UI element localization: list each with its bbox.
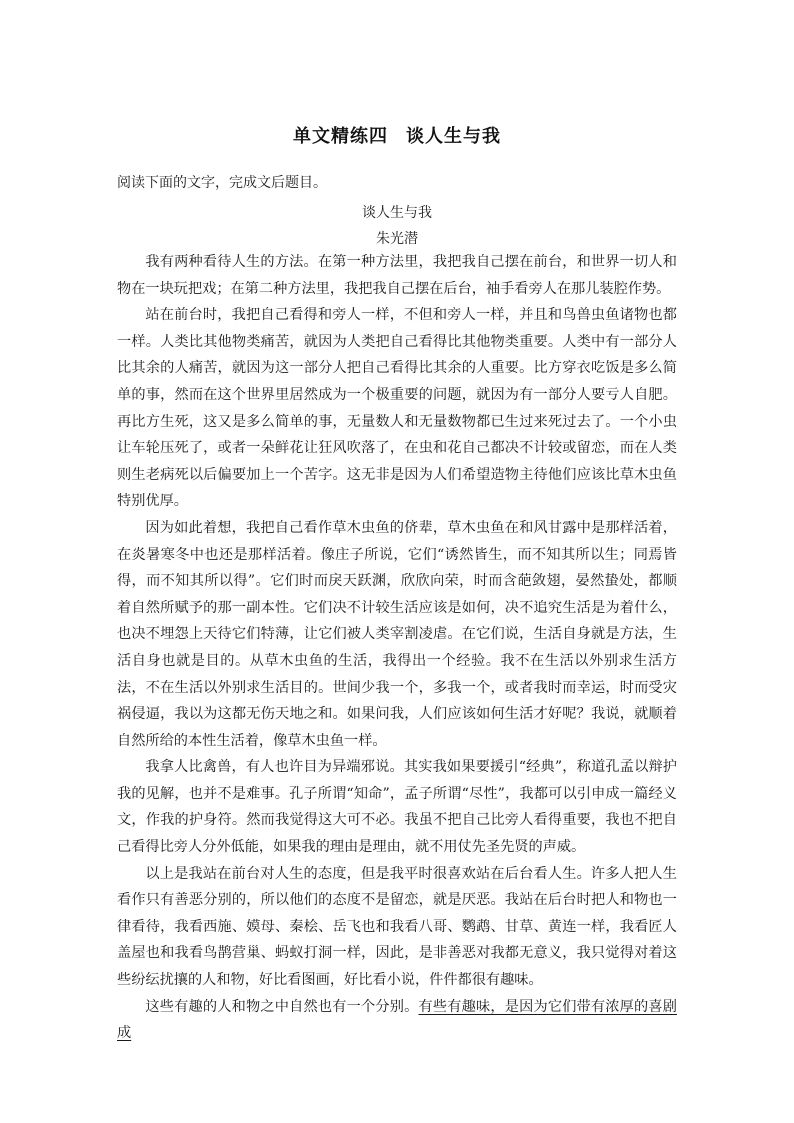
paragraph-3: 因为如此着想，我把自己看作草木虫鱼的侪辈，草木虫鱼在和风甘露中是那样活着，在炎暑寒冬中也还是那样活着。像庄子所说，它们“诱然皆生，而不知其所以生；同焉皆得，而不知其所以得”。它们时而戾天跃渊，欣欣向荣，时而含葩敛翅，晏然蛰处，都顺着自然所赋予的那一副本性。它们决不计较生活应该是如何，决不追究生活是为着什么，也决不埋怨上天待它们特薄，让它们被人类宰割凌虐。在它们说，生活自身就是方法，生活自身也就是目的。从草木虫鱼的生活，我得出一个经验。我不在生活以外别求生活方法，不在生活以外别求生活目的。世间少我一个，多我一个，或者我时而幸运，时而受灾祸侵逼，我以为这都无伤天地之和。如果问我，人们应该如何生活才好呢？我说，就顺着自然所给的本性生活着，像草木虫鱼一样。 bbox=[117, 519, 677, 749]
page-title bbox=[0, 122, 794, 148]
paragraph-5: 以上是我站在前台对人生的态度，但是我平时很喜欢站在后台看人生。许多人把人生看作只有善恶分别的，所以他们的态度不是留恋，就是厌恶。我站在后台时把人和物也一律看待，我看西施、嫫母、秦桧、岳飞也和我看八哥、鹦鹉、甘草、黄连一样，我看匠人盖屋也和我看鸟鹊营巢、蚂蚁打洞一样，因此，是非善恶对我都无意义，我只觉得对着这些纷纭扰攘的人和物，好比看图画，好比看小说，件件都很有趣味。 bbox=[117, 865, 677, 989]
section-title: 谈人生与我 bbox=[406, 126, 501, 147]
paragraph-6-text: 这些有趣的人和物之中自然也有一个分别。 bbox=[145, 998, 419, 1015]
paragraph-2: 站在前台时，我把自己看得和旁人一样，不但和旁人一样，并且和鸟兽虫鱼诸物也都一样。人类比其他物类痛苦，就因为人类把自己看得比其他物类重要。人类中有一部分人比其余的人痛苦，就因为这一部分人把自己看得比其余的人重要。比方穿衣吃饭是多么简单的事，然而在这个世界里居然成为一个极重要的问题，就因为有一部分人要亏人自肥。再比方生死，这又是多么简单的事，无量数人和无量数物都已生过来死过去了。一个小虫让车轮压死了，或者一朵鲜花让狂风吹落了，在虫和花自己都决不计较或留恋，而在人类则生老病死以后偏要加上一个苦字。这无非是因为人们希望造物主待他们应该比草木虫鱼特别优厚。 bbox=[117, 307, 677, 510]
article-body bbox=[117, 249, 677, 1047]
paragraph-4: 我拿人比禽兽，有人也许目为异端邪说。其实我如果要援引“经典”，称道孔孟以辩护我的见解，也并不是难事。孔子所谓“知命”，孟子所谓“尽性”，我都可以引申成一篇经义文，作我的护身符。然而我觉得这大可不必。我虽不把自己比旁人看得重要，我也不把自己看得比旁人分外低能，如果我的理由是理由，就不用仗先圣先贤的声威。 bbox=[117, 759, 677, 856]
article-title: 谈人生与我 bbox=[362, 205, 432, 221]
paragraph-6 bbox=[117, 994, 677, 1047]
section-label: 单文精练四 bbox=[293, 126, 388, 147]
article-author: 朱光潜 bbox=[376, 231, 418, 247]
paragraph-1: 我有两种看待人生的方法。在第一种方法里，我把我自己摆在前台，和世界一切人和物在一块玩把戏；在第二种方法里，我把我自己摆在后台，袖手看旁人在那儿装腔作势。 bbox=[117, 254, 677, 297]
underlined-sentence: 有些有趣味，是因为它们带有浓厚的喜剧成 bbox=[117, 998, 677, 1042]
instruction-text: 阅读下面的文字，完成文后题目。 bbox=[117, 175, 327, 191]
